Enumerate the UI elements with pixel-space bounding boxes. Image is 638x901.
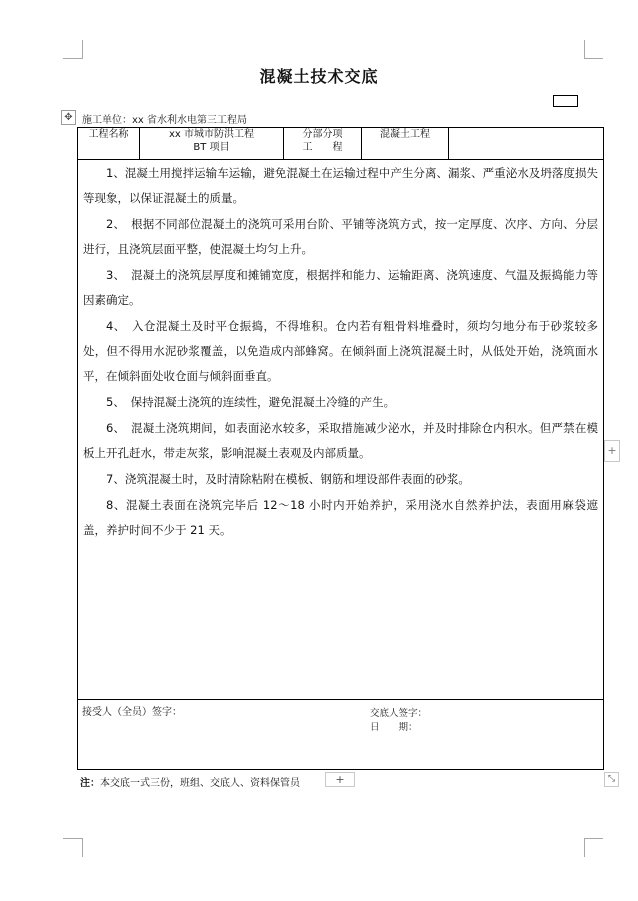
crop-mark-top-right-h: [584, 58, 603, 59]
table-resize-handle-icon[interactable]: ⤡: [604, 772, 619, 787]
document-title: 混凝土技术交底: [259, 67, 379, 86]
footer-note: [80, 774, 336, 789]
paragraph-5: 5、 保持混凝土浇筑的连续性，避免混凝土冷缝的产生。: [106, 395, 396, 409]
header-empty-cell[interactable]: [449, 128, 604, 160]
crop-mark-top-left-v: [82, 40, 83, 59]
paragraph-1: 1、混凝土用搅拌运输车运输，避免混凝土在运输过程中产生分离、漏浆、严重泌水及坍落度损失等现象，以保证混凝土的质量。: [83, 166, 598, 205]
receiver-label: 接受人（全员）签字：: [82, 707, 182, 718]
note-prefix: 注：: [80, 778, 100, 789]
crop-mark-bottom-right-h: [584, 838, 603, 839]
page-number-box: [553, 95, 578, 107]
sub-project-label: [284, 128, 362, 160]
add-row-button[interactable]: +: [325, 772, 355, 787]
paragraph-4: 4、 入仓混凝土及时平仓振捣，不得堆积。仓内若有粗骨料堆叠时，须均匀地分布于砂浆较多处，但不得用水泥砂浆覆盖，以免造成内部蜂窝。在倾斜面上浇筑混凝土时，从低处开始，浇筑面水平，在倾斜面处收仓面与倾斜面垂直。: [83, 319, 598, 383]
receiver-cell[interactable]: [78, 700, 604, 770]
project-name-value[interactable]: [140, 128, 284, 160]
disclosure-form-table: [77, 127, 604, 770]
paragraph-7: 7、浇筑混凝土时，及时清除粘附在模板、钢筋和埋设部件表面的砂浆。: [106, 472, 470, 486]
add-column-button[interactable]: +: [604, 440, 620, 462]
crop-mark-top-right-v: [584, 40, 585, 59]
crop-mark-bottom-left-h: [63, 838, 82, 839]
receiver-row: [78, 700, 604, 770]
paragraph-6: 6、 混凝土浇筑期间，如表面泌水较多，采取措施减少泌水，并及时排除仓内积水。但严禁在模板上开孔赶水，带走灰浆，影响混凝土表观及内部质量。: [83, 421, 598, 460]
project-name-label: 工程名称: [78, 128, 140, 160]
construction-unit-line: 施工单位：xx 省水利水电第三工程局: [82, 115, 248, 126]
note-text: 本交底一式三份，班组、交底人、资料保管员: [100, 778, 300, 789]
paragraph-8: 8、混凝土表面在浇筑完毕后 12～18 小时内开始养护，采用浇水自然养护法，表面用麻袋遮盖，养护时间不少于 21 天。: [83, 498, 598, 537]
project-name-line-2: BT 项目: [193, 142, 230, 153]
content-row: [78, 160, 604, 700]
project-name-line-1: xx 市城市防洪工程: [168, 129, 254, 140]
paragraph-2: 2、 根据不同部位混凝土的浇筑可采用台阶、平铺等浇筑方式，按一定厚度、次序、方向、分层进行，且浇筑层面平整，使混凝土均匀上升。: [83, 217, 598, 256]
crop-mark-bottom-right-v: [584, 838, 585, 857]
crop-mark-top-left-h: [63, 58, 82, 59]
paragraph-3: 3、 混凝土的浇筑层厚度和摊铺宽度，根据拌和能力、运输距离、浇筑速度、气温及振捣能力等因素确定。: [83, 268, 598, 307]
table-move-handle-icon[interactable]: ✥: [61, 110, 76, 125]
date-label: 日 期：: [370, 722, 418, 733]
sub-project-label-line-1: 分部分项: [302, 129, 343, 140]
signer-label: 交底人签字：: [370, 708, 428, 719]
crop-mark-bottom-left-v: [82, 838, 83, 857]
sub-project-label-line-2: 工 程: [302, 142, 343, 153]
sub-project-value[interactable]: 混凝土工程: [362, 128, 449, 160]
header-row: [78, 128, 604, 160]
